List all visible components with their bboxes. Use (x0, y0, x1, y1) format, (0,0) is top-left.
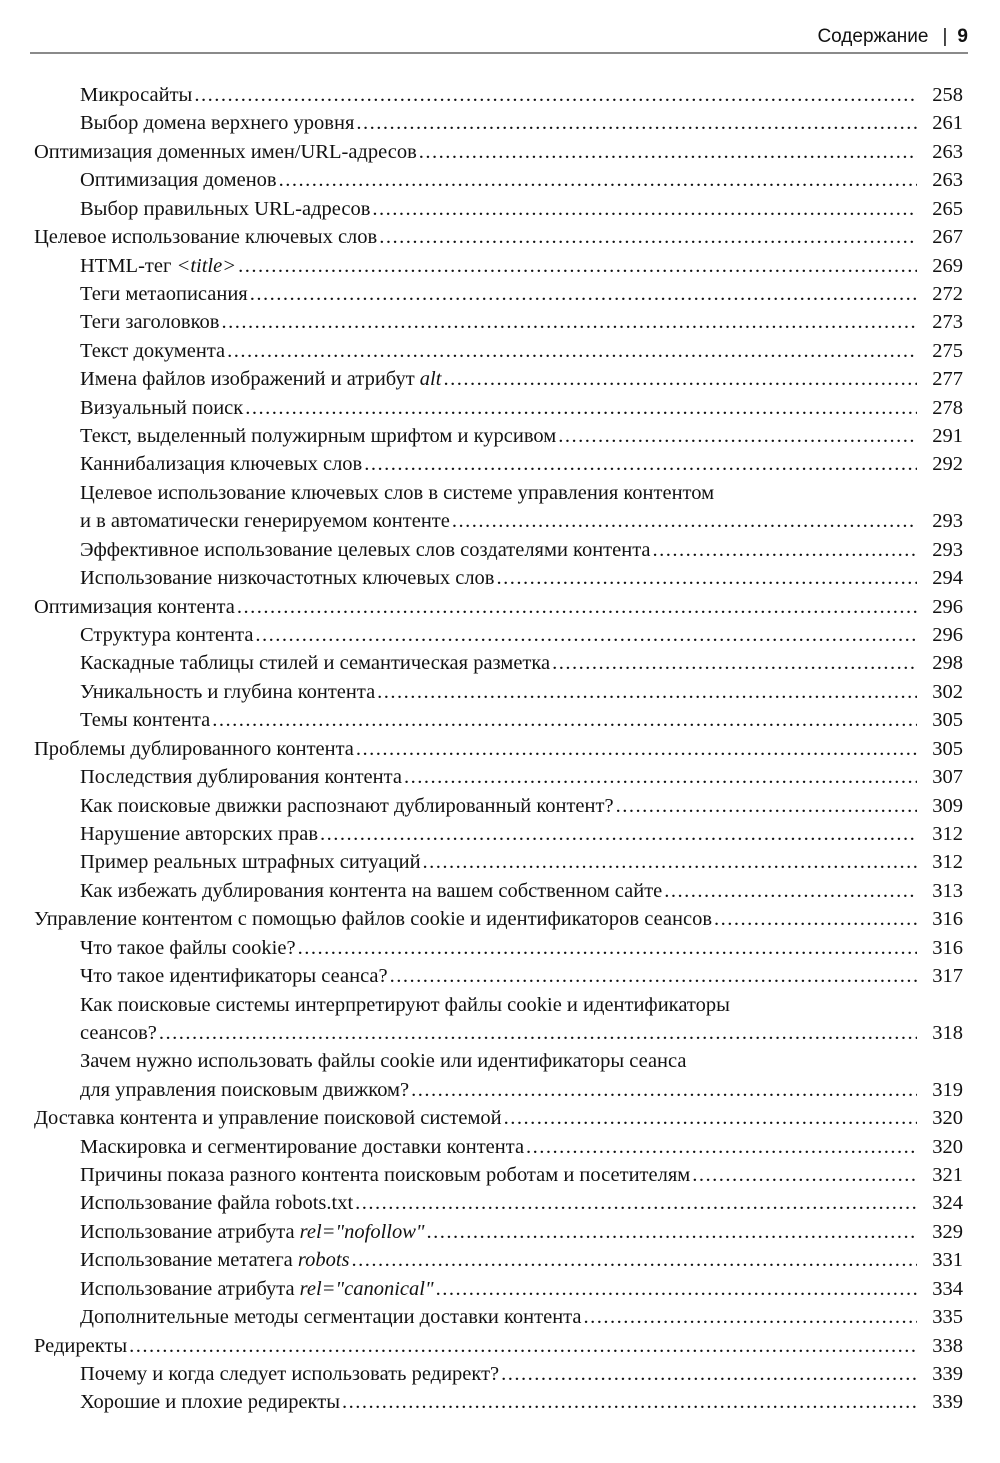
toc-entry-title (80, 706, 210, 734)
toc-page-number: 261 (932, 112, 963, 135)
toc-entry[interactable] (0, 1076, 1000, 1104)
toc-entry-title (80, 1133, 524, 1161)
toc-entry-text: Маскировка и сегментирование доставки контента (80, 1135, 525, 1158)
toc-page-number: 339 (932, 1362, 963, 1385)
toc-entry-text: Использование атрибута (80, 1220, 300, 1243)
toc-entry-title (80, 962, 388, 990)
dot-leader (237, 593, 917, 621)
toc-entry-text: Темы контента (80, 709, 211, 732)
toc-entry[interactable] (0, 934, 1000, 962)
toc-entry-first-line (0, 479, 1000, 507)
toc-entry[interactable] (0, 1104, 1000, 1132)
toc-entry[interactable] (0, 1218, 1000, 1246)
toc-entry-text: Использование метатега (80, 1249, 298, 1272)
toc-entry-title (80, 564, 494, 592)
toc-entry-title (80, 337, 225, 365)
toc-page-number: 320 (932, 1135, 963, 1158)
toc-page-number: 307 (932, 766, 963, 789)
dot-leader (238, 252, 917, 280)
toc-entry-italic: robots (297, 1249, 350, 1272)
toc-entry[interactable] (0, 678, 1000, 706)
dot-leader (227, 337, 917, 365)
toc-page-number: 324 (932, 1192, 963, 1215)
toc-entry-text: Оптимизация доменных имен/URL-адресов (34, 140, 417, 163)
dot-leader (212, 706, 917, 734)
toc-entry-title (34, 138, 417, 166)
toc-entry-title (80, 1246, 350, 1274)
toc-entry-title (80, 1019, 157, 1047)
toc-entry-title (80, 1189, 353, 1217)
dot-leader (320, 820, 917, 848)
toc-page-number: 263 (932, 140, 963, 163)
toc-entry[interactable] (0, 848, 1000, 876)
toc-entry-text: Пример реальных штрафных ситуаций (80, 851, 421, 874)
toc-page-number: 296 (932, 624, 963, 647)
toc-entry[interactable] (0, 450, 1000, 478)
toc-entry[interactable] (0, 365, 1000, 393)
toc-entry[interactable] (0, 280, 1000, 308)
dot-leader (342, 1388, 917, 1416)
toc-entry-text: Оптимизация контента (34, 595, 235, 618)
dot-leader (279, 166, 917, 194)
toc-entry-text: Микросайты (80, 84, 193, 106)
toc-page-number: 319 (932, 1078, 963, 1101)
toc-page-number: 277 (932, 368, 963, 391)
toc-page-number: 309 (932, 794, 963, 817)
toc-entry-text: Каннибализация ключевых слов (80, 453, 363, 476)
toc-page-number: 338 (932, 1334, 963, 1357)
toc-entry-title (80, 394, 243, 422)
toc-page-number: 291 (932, 425, 963, 448)
toc-entry[interactable] (0, 649, 1000, 677)
toc-entry-text: Причины показа разного контента поисковым роботам и посетителям (80, 1164, 691, 1187)
dot-leader (364, 450, 917, 478)
toc-entry-text: Целевое использование ключевых слов в системе управления контентом (80, 481, 715, 504)
toc-entry-first-line (0, 1047, 1000, 1075)
toc-page-number: 275 (932, 339, 963, 362)
toc-entry-text: Структура контента (80, 624, 254, 647)
toc-entry-title (80, 820, 318, 848)
toc-page-number: 298 (932, 652, 963, 675)
toc-entry[interactable] (0, 394, 1000, 422)
toc-entry[interactable] (0, 706, 1000, 734)
toc-page-number: 316 (932, 936, 963, 959)
toc-entry[interactable] (0, 1275, 1000, 1303)
dot-leader (411, 1076, 917, 1104)
toc-page-number: 265 (932, 197, 963, 220)
toc-page-number: 331 (932, 1249, 963, 1272)
dot-leader (653, 536, 917, 564)
toc-entry-text: Оптимизация доменов (80, 169, 277, 192)
toc-entry-text: Текст документа (80, 339, 226, 362)
dot-leader (501, 1360, 917, 1388)
toc-page-number: 329 (932, 1220, 963, 1243)
dot-leader (692, 1161, 917, 1189)
toc-entry-title (80, 109, 354, 137)
toc-entry[interactable] (0, 1133, 1000, 1161)
toc-entry-text: Эффективное использование целевых слов создателями контента (80, 538, 651, 561)
toc-entry-text: Имена файлов изображений и атрибут (80, 368, 420, 391)
toc-entry-italic: rel="nofollow" (299, 1220, 425, 1243)
toc-entry[interactable] (0, 308, 1000, 336)
toc-entry-text: и в автоматически генерируемом контенте (80, 510, 450, 533)
toc-page-number: 293 (932, 538, 963, 561)
toc-entry-title (80, 365, 441, 393)
toc-entry-text: Управление контентом с помощью файлов cookie и идентификаторов сеансов (34, 908, 713, 931)
toc-entry[interactable] (0, 564, 1000, 592)
toc-page-number: 302 (932, 680, 963, 703)
toc-entry[interactable] (0, 81, 1000, 109)
dot-leader (250, 280, 917, 308)
toc-page-number: 312 (932, 822, 963, 845)
toc-page-number: 269 (932, 254, 963, 277)
toc-entry-text: Доставка контента и управление поисковой системой (34, 1107, 502, 1130)
toc-page-number: 305 (932, 737, 963, 760)
toc-entry-text: сеансов? (80, 1021, 157, 1044)
dot-leader (379, 223, 917, 251)
toc-entry-title (34, 735, 354, 763)
dot-leader (255, 621, 917, 649)
toc-page-number: 294 (932, 567, 963, 590)
dot-leader (714, 905, 917, 933)
toc-entry-text: Дополнительные методы сегментации доставки контента (80, 1306, 582, 1329)
toc-entry-title (80, 1303, 582, 1331)
toc-entry-text: Как поисковые системы интерпретируют файлы cookie и идентификаторы (80, 993, 730, 1016)
toc-entry[interactable] (0, 422, 1000, 450)
toc-page-number: 320 (932, 1107, 963, 1130)
toc-page-number: 339 (932, 1391, 963, 1414)
toc-entry-title (80, 763, 402, 791)
toc-entry[interactable] (0, 1246, 1000, 1274)
toc-page-number: 305 (932, 709, 963, 732)
table-of-contents (0, 81, 1000, 1417)
toc-page-number: 316 (932, 908, 963, 931)
toc-entry-title (80, 422, 556, 450)
toc-entry-text: Выбор домена верхнего уровня (80, 112, 355, 135)
toc-entry-title (80, 308, 219, 336)
toc-entry[interactable] (0, 1360, 1000, 1388)
page-number: 9 (957, 26, 968, 47)
toc-entry-title (80, 1275, 434, 1303)
dot-leader (423, 848, 917, 876)
toc-entry-title (80, 649, 550, 677)
toc-entry-text: Использование атрибута (80, 1277, 300, 1300)
toc-entry-text: Как поисковые движки распознают дублированный контент? (80, 794, 614, 817)
toc-entry-text: Хорошие и плохие редиректы (80, 1391, 340, 1414)
toc-entry-text: Что такое идентификаторы сеанса? (80, 965, 388, 988)
toc-page-number: 258 (932, 84, 963, 106)
dot-leader (496, 564, 917, 592)
toc-entry-title (80, 1388, 340, 1416)
dot-leader (443, 365, 917, 393)
dot-leader (552, 649, 917, 677)
dot-leader (616, 792, 917, 820)
header-separator: | (942, 26, 948, 47)
toc-entry[interactable] (0, 138, 1000, 166)
toc-page-number: 317 (932, 965, 963, 988)
toc-entry-italic: rel="canonical" (299, 1277, 434, 1300)
dot-leader (159, 1019, 917, 1047)
toc-entry-title (80, 1360, 499, 1388)
toc-entry[interactable] (0, 166, 1000, 194)
toc-page-number: 278 (932, 396, 963, 419)
toc-page-number: 321 (932, 1164, 963, 1187)
toc-entry-title (80, 934, 296, 962)
dot-leader (372, 195, 917, 223)
toc-entry[interactable] (0, 763, 1000, 791)
toc-entry-title (34, 593, 235, 621)
toc-entry-text: Каскадные таблицы стилей и семантическая разметка (80, 652, 551, 675)
toc-entry-title (80, 1161, 690, 1189)
dot-leader (194, 81, 917, 109)
toc-entry-text: для управления поисковым движком? (80, 1078, 410, 1101)
toc-entry-text: Зачем нужно использовать файлы cookie или идентификаторы сеанса (80, 1050, 687, 1073)
dot-leader (584, 1303, 918, 1331)
toc-entry-text: Текст, выделенный полужирным шрифтом и курсивом (80, 425, 557, 448)
dot-leader (390, 962, 917, 990)
section-title: Содержание (817, 26, 929, 47)
dot-leader (245, 394, 917, 422)
toc-entry-text: Визуальный поиск (80, 396, 244, 419)
toc-page-number: 318 (932, 1021, 963, 1044)
toc-entry[interactable] (0, 593, 1000, 621)
toc-entry-text: Теги заголовков (80, 311, 220, 334)
toc-entry-title (80, 678, 375, 706)
toc-entry-title (80, 252, 236, 280)
dot-leader (404, 763, 917, 791)
toc-page-number: 272 (932, 282, 963, 305)
toc-entry-title (34, 1104, 502, 1132)
toc-entry[interactable] (0, 1388, 1000, 1416)
toc-entry-text: Последствия дублирования контента (80, 766, 402, 789)
toc-entry[interactable] (0, 735, 1000, 763)
toc-entry-text: Использование файла robots.txt (80, 1192, 354, 1215)
toc-entry[interactable] (0, 877, 1000, 905)
toc-entry-title (80, 792, 614, 820)
toc-entry[interactable] (0, 1189, 1000, 1217)
dot-leader (427, 1218, 918, 1246)
toc-entry-text: Целевое использование ключевых слов (34, 226, 378, 249)
toc-entry-title (34, 223, 377, 251)
dot-leader (419, 138, 917, 166)
dot-leader (664, 877, 917, 905)
toc-entry-title (80, 621, 253, 649)
dot-leader (221, 308, 917, 336)
toc-entry[interactable] (0, 536, 1000, 564)
toc-entry[interactable] (0, 223, 1000, 251)
toc-entry-title (80, 1076, 409, 1104)
toc-entry-text: Редиректы (34, 1334, 128, 1357)
dot-leader (356, 109, 917, 137)
toc-entry[interactable] (0, 905, 1000, 933)
dot-leader (356, 735, 917, 763)
toc-entry-text: Выбор правильных URL-адресов (80, 197, 371, 220)
dot-leader (298, 934, 917, 962)
toc-entry-italic: <title> (176, 254, 237, 277)
toc-entry-text: Использование низкочастотных ключевых слов (80, 567, 495, 590)
toc-entry[interactable] (0, 1303, 1000, 1331)
dot-leader (452, 507, 917, 535)
dot-leader (129, 1332, 917, 1360)
dot-leader (558, 422, 917, 450)
toc-entry-text: Как избежать дублирования контента на вашем собственном сайте (80, 879, 663, 902)
toc-entry-text: Теги метаописания (80, 282, 248, 305)
toc-entry[interactable] (0, 507, 1000, 535)
toc-entry[interactable] (0, 621, 1000, 649)
toc-entry[interactable] (0, 109, 1000, 137)
toc-page-number: 292 (932, 453, 963, 476)
toc-entry-title (80, 877, 662, 905)
toc-entry-title (80, 848, 421, 876)
toc-entry[interactable] (0, 337, 1000, 365)
toc-entry[interactable] (0, 252, 1000, 280)
toc-page-number: 313 (932, 879, 963, 902)
toc-entry-title (34, 905, 712, 933)
toc-entry-text: Почему и когда следует использовать редирект? (80, 1362, 500, 1385)
toc-entry-title (80, 1218, 425, 1246)
toc-entry-first-line (0, 991, 1000, 1019)
toc-entry[interactable] (0, 962, 1000, 990)
toc-entry-title (80, 195, 370, 223)
toc-entry-title (34, 1332, 127, 1360)
toc-page-number: 273 (932, 311, 963, 334)
toc-page-number: 267 (932, 226, 963, 249)
toc-entry-text: Уникальность и глубина контента (80, 680, 376, 703)
toc-page-number: 296 (932, 595, 963, 618)
toc-entry[interactable] (0, 792, 1000, 820)
toc-entry-text: HTML-тег (80, 254, 177, 277)
toc-page-number: 312 (932, 851, 963, 874)
toc-page-number: 263 (932, 169, 963, 192)
toc-entry-title (80, 280, 248, 308)
toc-entry-title (80, 166, 277, 194)
toc-entry-text: Проблемы дублированного контента (34, 737, 354, 760)
running-header (30, 24, 968, 54)
toc-entry-title (80, 536, 651, 564)
toc-entry-title (80, 81, 192, 109)
toc-entry[interactable] (0, 195, 1000, 223)
dot-leader (526, 1133, 917, 1161)
toc-entry-italic: alt (419, 368, 442, 391)
toc-page-number: 334 (932, 1277, 963, 1300)
toc-entry[interactable] (0, 1161, 1000, 1189)
toc-entry[interactable] (0, 820, 1000, 848)
toc-entry[interactable] (0, 1019, 1000, 1047)
dot-leader (352, 1246, 917, 1274)
toc-entry-text: Что такое файлы cookie? (80, 936, 296, 959)
toc-entry-text: Нарушение авторских прав (80, 822, 319, 845)
toc-entry-title (80, 450, 362, 478)
dot-leader (436, 1275, 917, 1303)
dot-leader (355, 1189, 917, 1217)
toc-entry-title (80, 507, 450, 535)
dot-leader (504, 1104, 917, 1132)
toc-entry[interactable] (0, 1332, 1000, 1360)
dot-leader (377, 678, 917, 706)
toc-page-number: 335 (932, 1306, 963, 1329)
toc-page-number: 293 (932, 510, 963, 533)
